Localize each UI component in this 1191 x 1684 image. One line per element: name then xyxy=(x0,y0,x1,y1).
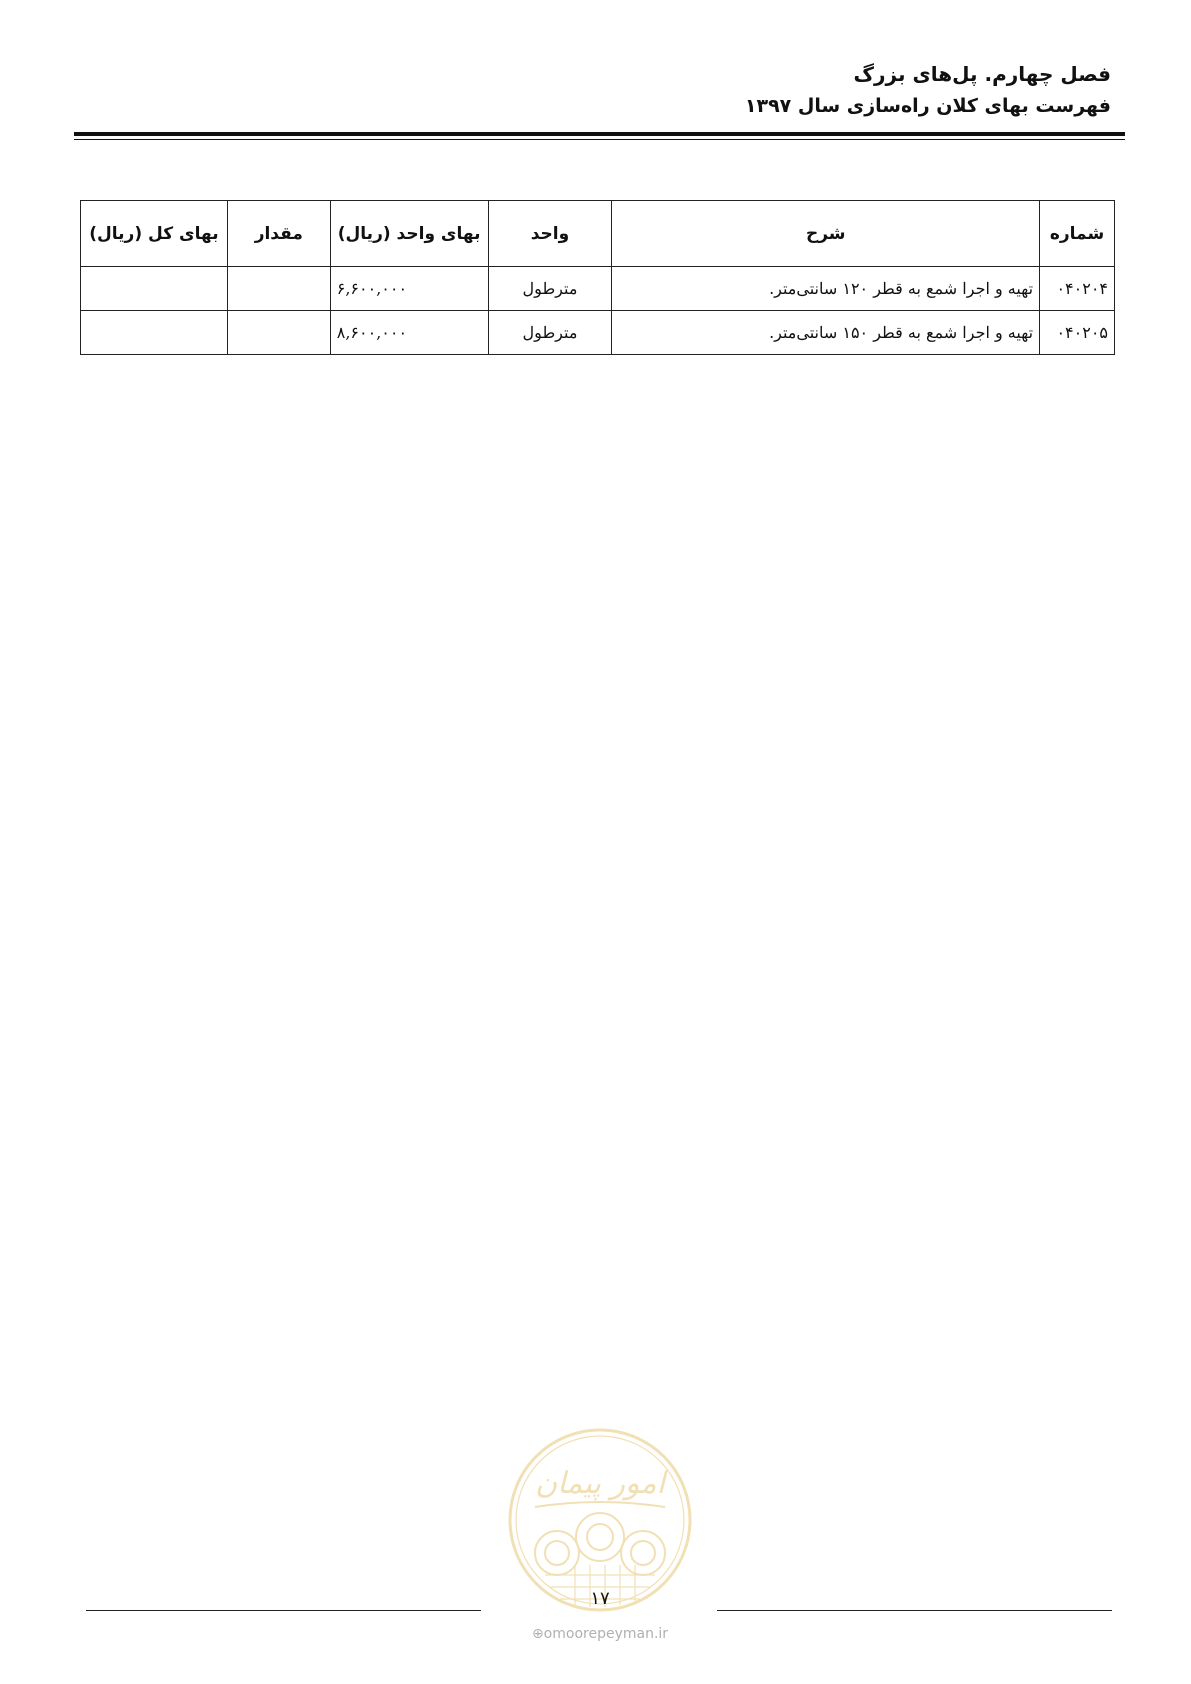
cell-unit-price: ۸,۶۰۰,۰۰۰ xyxy=(330,311,488,355)
cell-quantity xyxy=(227,311,330,355)
footer-rule-left xyxy=(86,1610,481,1611)
website-watermark xyxy=(520,1626,680,1642)
footer-rule-right xyxy=(717,1610,1112,1611)
cell-unit: مترطول xyxy=(488,311,612,355)
cell-unit: مترطول xyxy=(488,267,612,311)
cell-number: ۰۴۰۲۰۵ xyxy=(1040,311,1115,355)
header-quantity: مقدار xyxy=(227,201,330,267)
cell-description: تهیه و اجرا شمع به قطر ۱۵۰ سانتی‌متر. xyxy=(612,311,1040,355)
globe-icon: ⊕ xyxy=(531,1626,544,1642)
chapter-title: فصل چهارم. پل‌های بزرگ xyxy=(853,62,1111,86)
header-unit-price: بهای واحد (ریال) xyxy=(330,201,488,267)
header-description: شرح xyxy=(612,201,1040,267)
page-number: ۱۷ xyxy=(590,1588,610,1609)
table-header-row xyxy=(81,201,1115,267)
header-total-price: بهای کل (ریال) xyxy=(81,201,228,267)
header-number: شماره xyxy=(1040,201,1115,267)
cell-total-price xyxy=(81,311,228,355)
cell-total-price xyxy=(81,267,228,311)
table-row xyxy=(81,311,1115,355)
svg-text:امور پیمان: امور پیمان xyxy=(535,1466,665,1501)
document-subtitle: فهرست بهای کلان راه‌سازی سال ۱۳۹۷ xyxy=(744,95,1111,117)
omoorepeyman-logo-watermark xyxy=(505,1425,695,1615)
header-rule-thick xyxy=(74,132,1125,136)
header-rule-thin xyxy=(74,139,1125,140)
cell-quantity xyxy=(227,267,330,311)
price-list-table xyxy=(80,200,1115,355)
table-row xyxy=(81,267,1115,311)
page-header xyxy=(80,58,1111,122)
header-unit: واحد xyxy=(488,201,612,267)
website-text: omoorepeyman.ir xyxy=(543,1626,669,1642)
cell-description: تهیه و اجرا شمع به قطر ۱۲۰ سانتی‌متر. xyxy=(612,267,1040,311)
cell-unit-price: ۶,۶۰۰,۰۰۰ xyxy=(330,267,488,311)
cell-number: ۰۴۰۲۰۴ xyxy=(1040,267,1115,311)
